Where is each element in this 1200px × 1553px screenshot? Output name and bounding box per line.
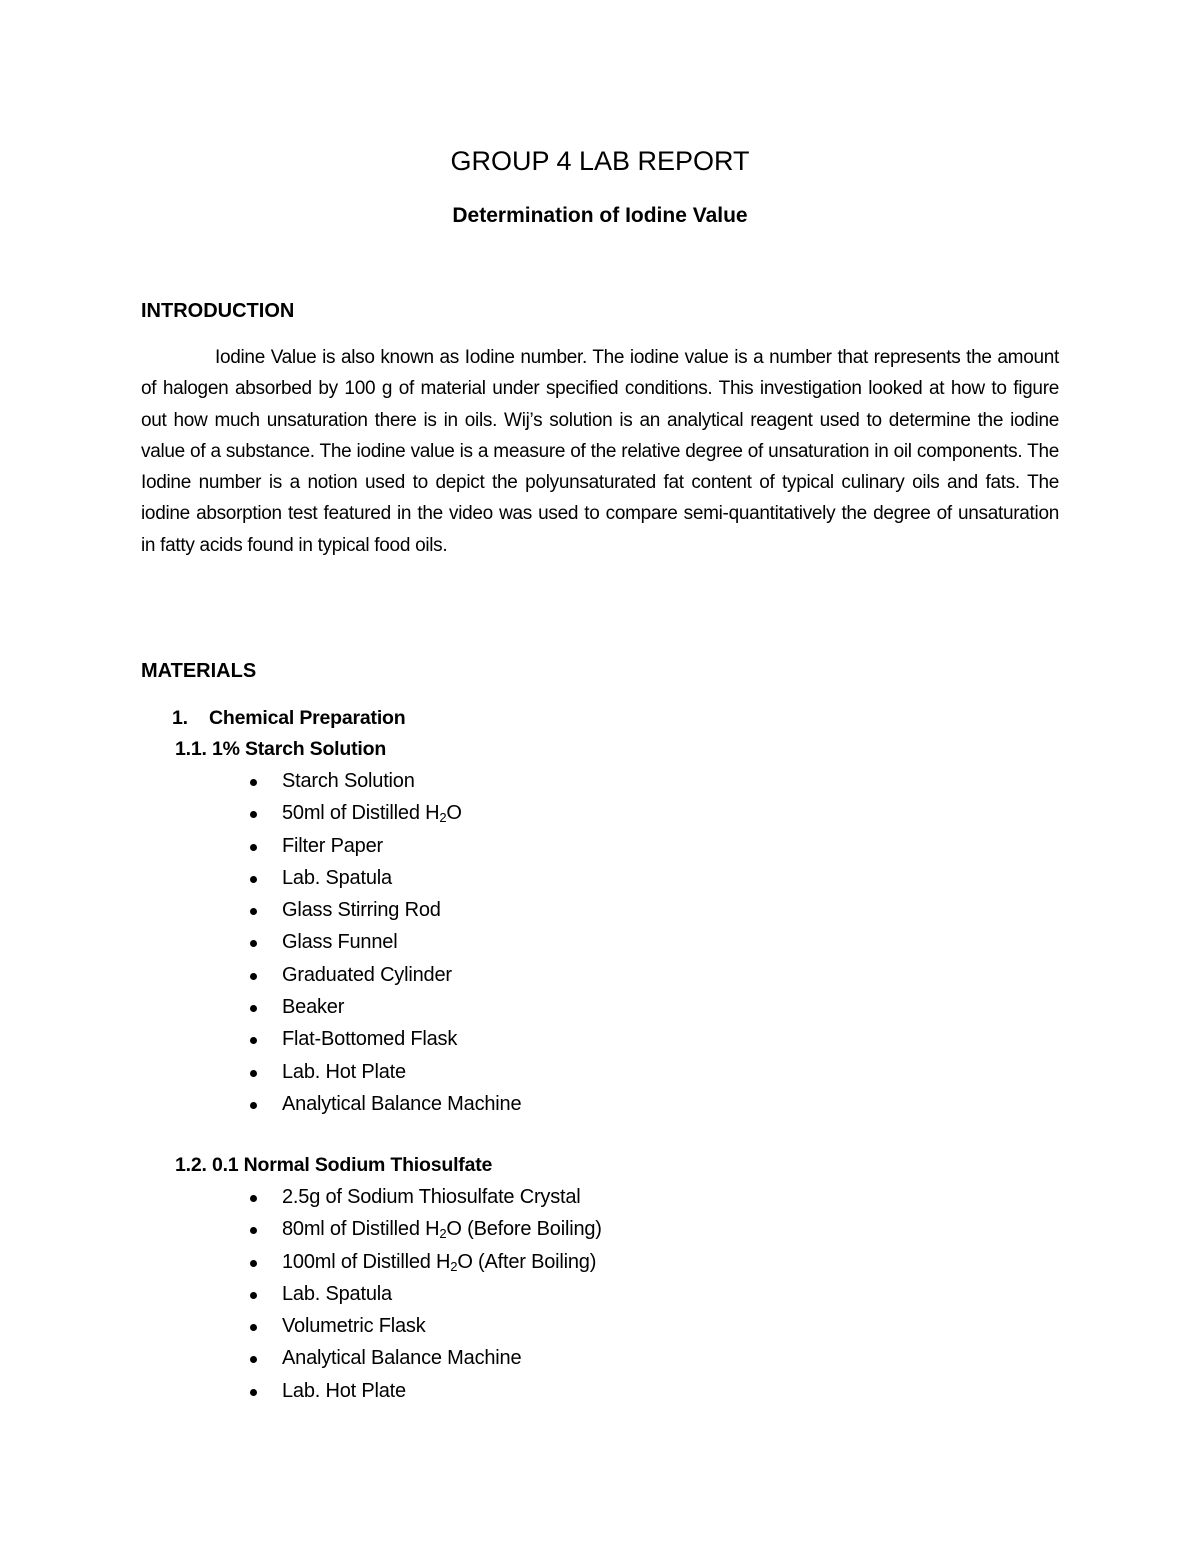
list-item-text: 50ml of Distilled H: [282, 802, 440, 825]
list-item: [0, 1247, 602, 1279]
subscript: 2: [439, 810, 447, 826]
list-item: [0, 798, 521, 830]
list-item: [0, 1024, 521, 1056]
subsection-title-thiosulfate: 1.2. 0.1 Normal Sodium Thiosulfate: [175, 1154, 493, 1176]
list-item-text: Lab. Hot Plate: [282, 1060, 406, 1083]
list-item-text: Beaker: [282, 996, 345, 1019]
list-item: [0, 1089, 521, 1121]
list-item: [0, 1057, 521, 1089]
section-number: 1.: [172, 707, 188, 729]
list-item: [0, 831, 521, 863]
list-item-text: Filter Paper: [282, 834, 383, 857]
list-item: [0, 927, 521, 959]
materials-heading: MATERIALS: [141, 660, 257, 682]
list-item: [0, 766, 521, 798]
introduction-heading: INTRODUCTION: [141, 300, 295, 322]
list-item: [0, 1214, 602, 1246]
thiosulfate-materials-list: [0, 1182, 602, 1408]
page-subtitle: Determination of Iodine Value: [452, 204, 748, 227]
list-item-text: Lab. Hot Plate: [282, 1379, 406, 1402]
subscript: 2: [450, 1258, 458, 1274]
list-item: [0, 895, 521, 927]
list-item-text: Lab. Spatula: [282, 866, 392, 889]
list-item-text-suffix: O (After Boiling): [457, 1250, 597, 1273]
list-item-text: Glass Stirring Rod: [282, 899, 441, 922]
list-item: [0, 1343, 602, 1375]
section-chemical-preparation: [172, 704, 406, 732]
list-item-text: Glass Funnel: [282, 931, 398, 954]
page-title: GROUP 4 LAB REPORT: [450, 146, 750, 176]
list-item-text: Graduated Cylinder: [282, 963, 452, 986]
list-item-text: Lab. Spatula: [282, 1282, 392, 1305]
list-item-text: Volumetric Flask: [282, 1315, 426, 1338]
list-item-text-suffix: O: [446, 802, 462, 825]
list-item-text: Flat-Bottomed Flask: [282, 1028, 458, 1051]
list-item: [0, 863, 521, 895]
list-item-text: Analytical Balance Machine: [282, 1092, 522, 1115]
list-item-text-suffix: O (Before Boiling): [446, 1218, 602, 1241]
list-item-text: Analytical Balance Machine: [282, 1347, 522, 1370]
list-item-text: Starch Solution: [282, 770, 415, 792]
list-item: [0, 992, 521, 1024]
subsection-title-starch: 1.1. 1% Starch Solution: [175, 738, 387, 760]
list-item: [0, 1279, 602, 1311]
subscript: 2: [439, 1226, 447, 1242]
starch-materials-list: [0, 766, 521, 1121]
list-item-text: 80ml of Distilled H: [282, 1218, 440, 1241]
introduction-paragraph: Iodine Value is also known as Iodine number. The iodine value is a number that represents the amount of halogen absorbed by 100 g of material under specified conditions. This investigation looked at how to figure out how much unsaturation there is in oils. Wij’s solution is an analytical reagent used to determine the iodine value of a substance. The iodine value is a measure of the relative degree of unsaturation in oil components. The Iodine number is a notion used to depict the polyunsaturated fat content of typical culinary oils and fats. The iodine absorption test featured in the video was used to compare semi-quantitatively the degree of unsaturation in fatty acids found in typical food oils.: [141, 347, 1059, 556]
list-item: [0, 1376, 602, 1408]
section-title: Chemical Preparation: [209, 707, 406, 729]
list-item-text: 2.5g of Sodium Thiosulfate Crystal: [282, 1186, 581, 1208]
list-item-text: 100ml of Distilled H: [282, 1250, 451, 1273]
list-item: [0, 1182, 602, 1214]
list-item: [0, 960, 521, 992]
list-item: [0, 1311, 602, 1343]
